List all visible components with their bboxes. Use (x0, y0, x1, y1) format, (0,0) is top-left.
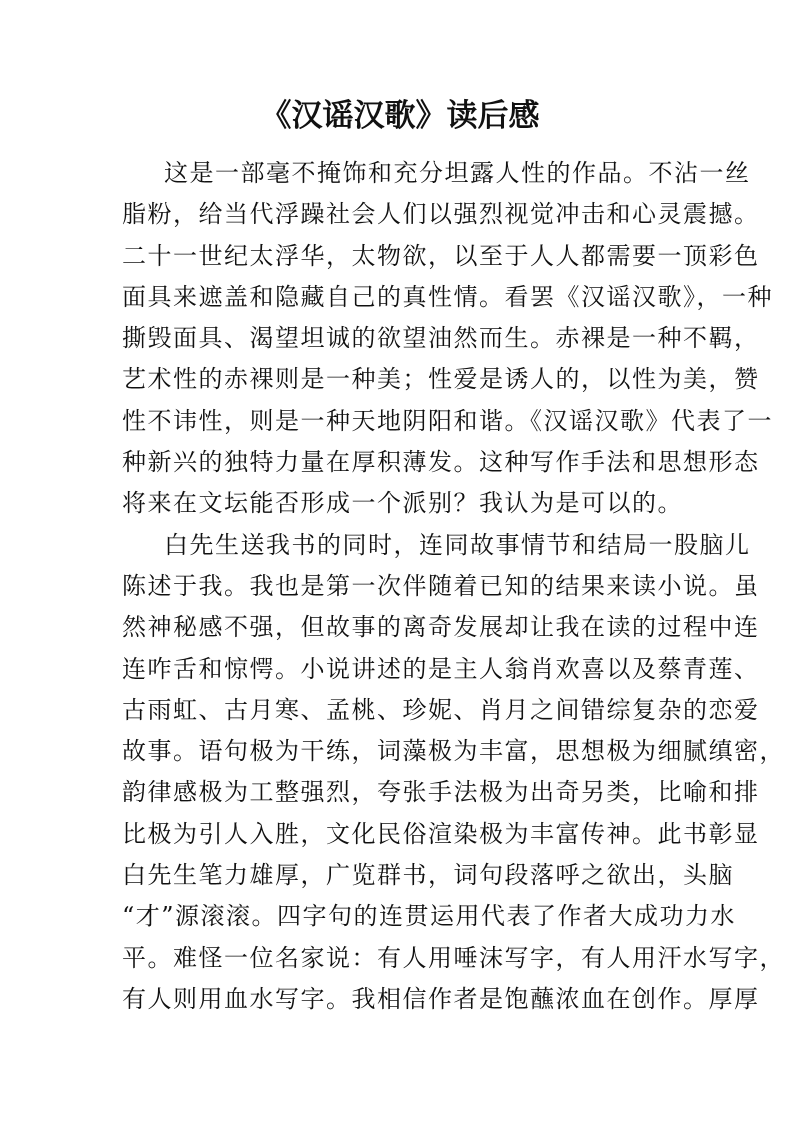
text-line: 将来在文坛能否形成一个派别？我认为是可以的。 (122, 489, 683, 518)
text-line: 连咋舌和惊愕。小说讲述的是主人翁肖欢喜以及蔡青莲、 (122, 654, 760, 683)
text-line: 种新兴的独特力量在厚积薄发。这种写作手法和思想形态 (122, 448, 760, 477)
document-title: 《汉谣汉歌》读后感 (260, 98, 540, 134)
text-line: 白先生送我书的同时，连同故事情节和结局一股脑儿 (164, 530, 751, 559)
text-line: 韵律感极为工整强烈，夸张手法极为出奇另类，比喻和排 (122, 778, 760, 807)
text-line: 然神秘感不强，但故事的离奇发展却让我在读的过程中连 (122, 613, 760, 642)
text-line: 陈述于我。我也是第一次伴随着已知的结果来读小说。虽 (122, 571, 760, 600)
text-line: 性不讳性，则是一种天地阴阳和谐。《汉谣汉歌》代表了一 (122, 406, 773, 435)
text-line: 古雨虹、古月寒、孟桃、珍妮、肖月之间错综复杂的恋爱 (122, 695, 760, 724)
text-line: 白先生笔力雄厚，广览群书，词句段落呼之欲出，头脑 (122, 861, 734, 890)
text-line: 二十一世纪太浮华，太物欲，以至于人人都需要一顶彩色 (122, 241, 760, 270)
paragraph-1 (122, 153, 773, 525)
text-line: 平。难怪一位名家说：有人用唾沫写字，有人用汗水写字， (122, 943, 785, 972)
text-line: 比极为引人入胜，文化民俗渲染极为丰富传神。此书彰显 (122, 819, 760, 848)
text-line: 这是一部毫不掩饰和充分坦露人性的作品。不沾一丝 (164, 159, 751, 187)
paragraph-2 (122, 525, 785, 1021)
text-line: 撕毁面具、渴望坦诚的欲望油然而生。赤裸是一种不羁， (122, 324, 760, 353)
document-body (122, 153, 785, 1020)
text-line: “才”源滚滚。四字句的连贯运用代表了作者大成功力水 (122, 902, 737, 931)
text-line: 脂粉，给当代浮躁社会人们以强烈视觉冲击和心灵震撼。 (122, 200, 760, 229)
text-line: 有人则用血水写字。我相信作者是饱蘸浓血在创作。厚厚 (122, 984, 760, 1013)
text-line: 面具来遮盖和隐藏自己的真性情。看罢《汉谣汉歌》，一种 (122, 282, 773, 311)
text-line: 故事。语句极为干练，词藻极为丰富，思想极为细腻缜密， (122, 737, 785, 766)
text-line: 艺术性的赤裸则是一种美；性爱是诱人的，以性为美，赞 (122, 365, 760, 394)
